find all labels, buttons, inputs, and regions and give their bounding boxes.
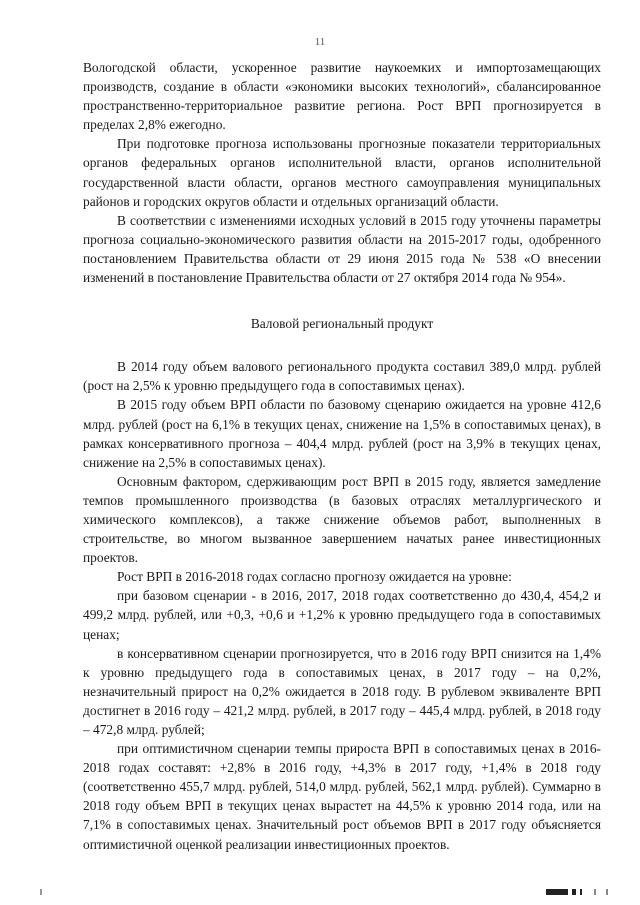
paragraph-base-scenario: при базовом сценарии - в 2016, 2017, 2018 годах соответственно до 430,4, 454,2 и 499,2 млрд. рублей, или +0,3, +0,6 и +1,2% к уровню предыдущего года в сопоставимых ценах; [83,588,601,642]
paragraph-grp-2015: В 2015 году объем ВРП области по базовому сценарию ожидается на уровне 412,6 млрд. рублей (рост на 6,1% в текущих ценах, снижение на 1,5% в сопоставимых ценах), в рамках консервативного прогноза – 404,4 млрд. рублей (рост на 3,9% в текущих ценах, снижение на 2,5% в сопоставимых ценах). [83,397,601,470]
scan-artifact-left [40,889,42,895]
paragraph-forecast-sources: При подготовке прогноза использованы прогнозные показатели территориальных органов федеральных органов исполнительной власти, органов исполнительной государственной власти области, органов местного самоуправления муниципальных районов и городских округов области и отдельных организаций области. [83,136,601,209]
paragraph-optimistic-scenario: при оптимистичном сценарии темпы прироста ВРП в сопоставимых ценах в 2016-2018 годах составят: +2,8% в 2016 году, +4,3% в 2017 году, +1,4% в 2018 году (соответственно 455,7 млрд. рублей, 514,0 млрд. рублей, 562,1 млрд. рублей). Суммарно в 2018 году объем ВРП в текущих ценах вырастет на 44,5% к уровню 2014 года, или на 7,1% в сопоставимых ценах. Значительный рост объемов ВРП в 2017 году объясняется оптимистичной оценкой реализации инвестиционных проектов. [83,741,601,852]
paragraph-growth-intro: Рост ВРП в 2016-2018 годах согласно прогнозу ожидается на уровне: [117,569,512,585]
document-body [83,58,601,854]
section-heading: Валовой региональный продукт [250,316,434,332]
paragraph-conservative-scenario: в консервативном сценарии прогнозируется, что в 2016 году ВРП снизится на 1,4% к уровню предыдущего года в сопоставимых ценах, в 2017 году – на 0,2%, незначительный прирост на 0,2% ожидается в 2018 году. В рублевом эквиваленте ВРП достигнет в 2016 году – 421,2 млрд. рублей, в 2017 году – 445,4 млрд. рублей, в 2018 году – 472,8 млрд. рублей; [83,645,601,737]
paragraph-grp-2014: В 2014 году объем валового регионального продукта составил 389,0 млрд. рублей (рост на 2,5% к уровню предыдущего года в сопоставимых ценах). [83,359,601,394]
paragraph-forecast-update: В соответствии с изменениями исходных условий в 2015 году уточнены параметры прогноза социально-экономического развития области на 2015-2017 годы, одобренного постановлением Правительства области от 29 июня 2015 года № 538 «О внесении изменений в постановление Правительства области от 27 октября 2014 года № 954». [83,212,601,286]
page-number: 11 [314,36,326,48]
paragraph-main-factor: Основным фактором, сдерживающим рост ВРП в 2015 году, является замедление темпов промышленного производства (в базовых отраслях металлургического и химического комплексов), а также снижение объемов работ, выполненных в строительстве, во многом вызванное завершением начатых ранее инвестиционных проектов. [83,473,601,566]
paragraph-intro-continued: Вологодской области, ускоренное развитие наукоемких и импортозамещающих производств, создание в области «экономики высоких технологий», сбалансированное пространственно-территориальное развитие региона. Рост ВРП прогнозируется в пределах 2,8% ежегодно. [83,60,601,133]
scan-artifact-marks [546,889,626,897]
